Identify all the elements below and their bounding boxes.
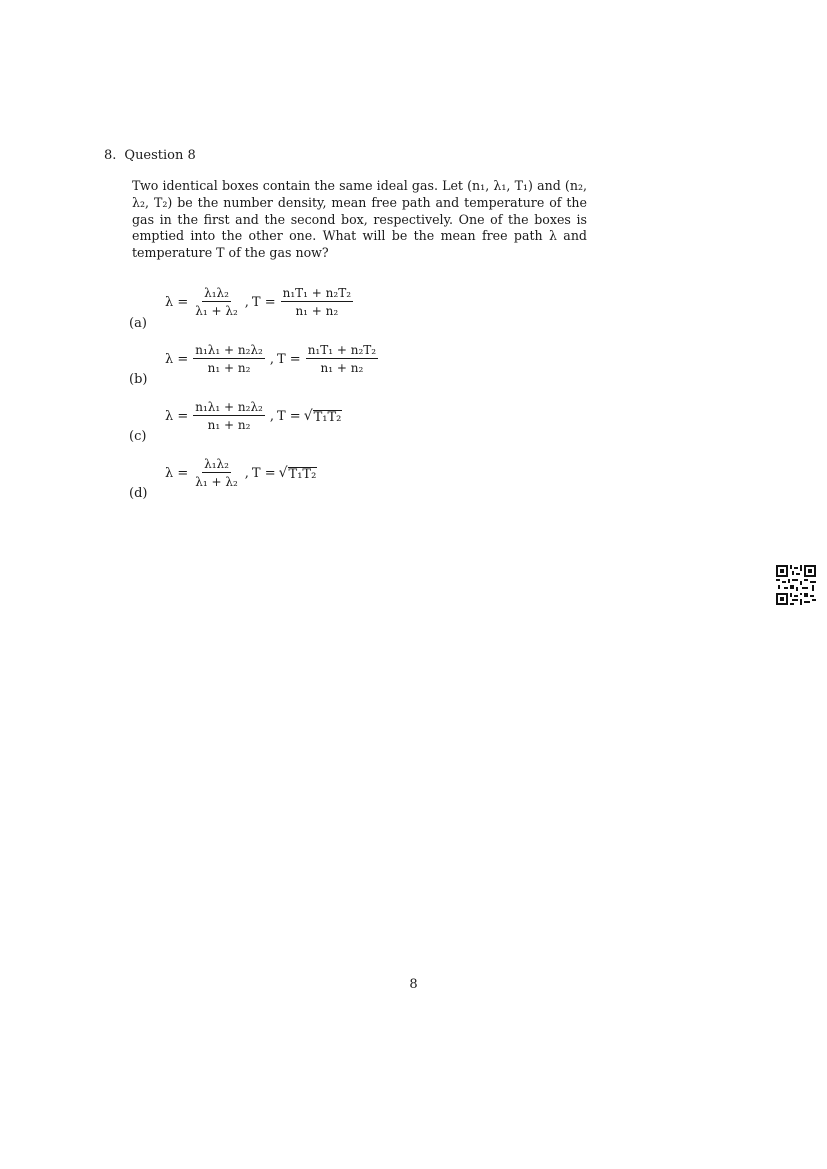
lambda-denominator: λ₁ + λ₂ [195,475,238,489]
lambda-numerator: n₁λ₁ + n₂λ₂ [195,343,263,357]
option-b-label[interactable]: (b) [129,372,148,387]
sqrt-argument: T₁T₂ [313,409,342,425]
option-b-formula [165,343,380,375]
sqrt-symbol: √ [303,407,313,424]
lambda-numerator: n₁λ₁ + n₂λ₂ [195,400,263,414]
option-c-label[interactable]: (c) [129,429,147,444]
question-heading [104,148,196,163]
option-a-formula [165,286,355,318]
lambda-equals: λ = [165,465,189,481]
lambda-fraction [193,343,265,375]
separator-comma: , [244,294,249,310]
lambda-numerator: λ₁λ₂ [204,457,229,471]
option-c-formula [165,400,342,432]
lambda-equals: λ = [165,294,189,310]
separator-comma: , [269,408,274,424]
lambda-fraction [193,457,240,489]
t-equals: T = [277,408,301,424]
option-d-label[interactable]: (d) [129,486,148,501]
qr-code-icon [776,565,816,605]
lambda-equals: λ = [165,408,189,424]
t-numerator: n₁T₁ + n₂T₂ [282,286,352,300]
t-denominator: n₁ + n₂ [295,304,339,318]
question-text: Two identical boxes contain the same ideal gas. Let (n₁, λ₁, T₁) and (n₂, λ₂, T₂) be the number density, mean free path and temperature of the gas in the first and the second box, respectively. One of the boxes is emptied into the other one. What will be the mean free path λ and temperature T of the gas now? [132,178,587,261]
lambda-equals: λ = [165,351,189,367]
separator-comma: , [244,465,249,481]
t-equals: T = [277,351,301,367]
t-equals: T = [251,294,276,310]
lambda-denominator: n₁ + n₂ [207,361,251,375]
t-denominator: n₁ + n₂ [320,361,364,375]
t-sqrt [304,408,343,425]
sqrt-symbol: √ [278,464,288,481]
question-number: 8. [104,148,117,163]
sqrt-argument: T₁T₂ [288,466,317,482]
lambda-fraction [193,286,240,318]
t-sqrt [279,465,318,482]
t-numerator: n₁T₁ + n₂T₂ [307,343,377,357]
lambda-denominator: n₁ + n₂ [207,418,251,432]
t-equals: T = [251,465,276,481]
option-d-formula [165,457,317,489]
separator-comma: , [269,351,274,367]
lambda-denominator: λ₁ + λ₂ [195,304,238,318]
page-number: 8 [409,977,418,992]
t-fraction [306,343,378,375]
lambda-fraction [193,400,265,432]
t-fraction [281,286,353,318]
lambda-numerator: λ₁λ₂ [204,286,229,300]
question-title: Question 8 [124,148,196,163]
option-a-label[interactable]: (a) [129,316,147,331]
